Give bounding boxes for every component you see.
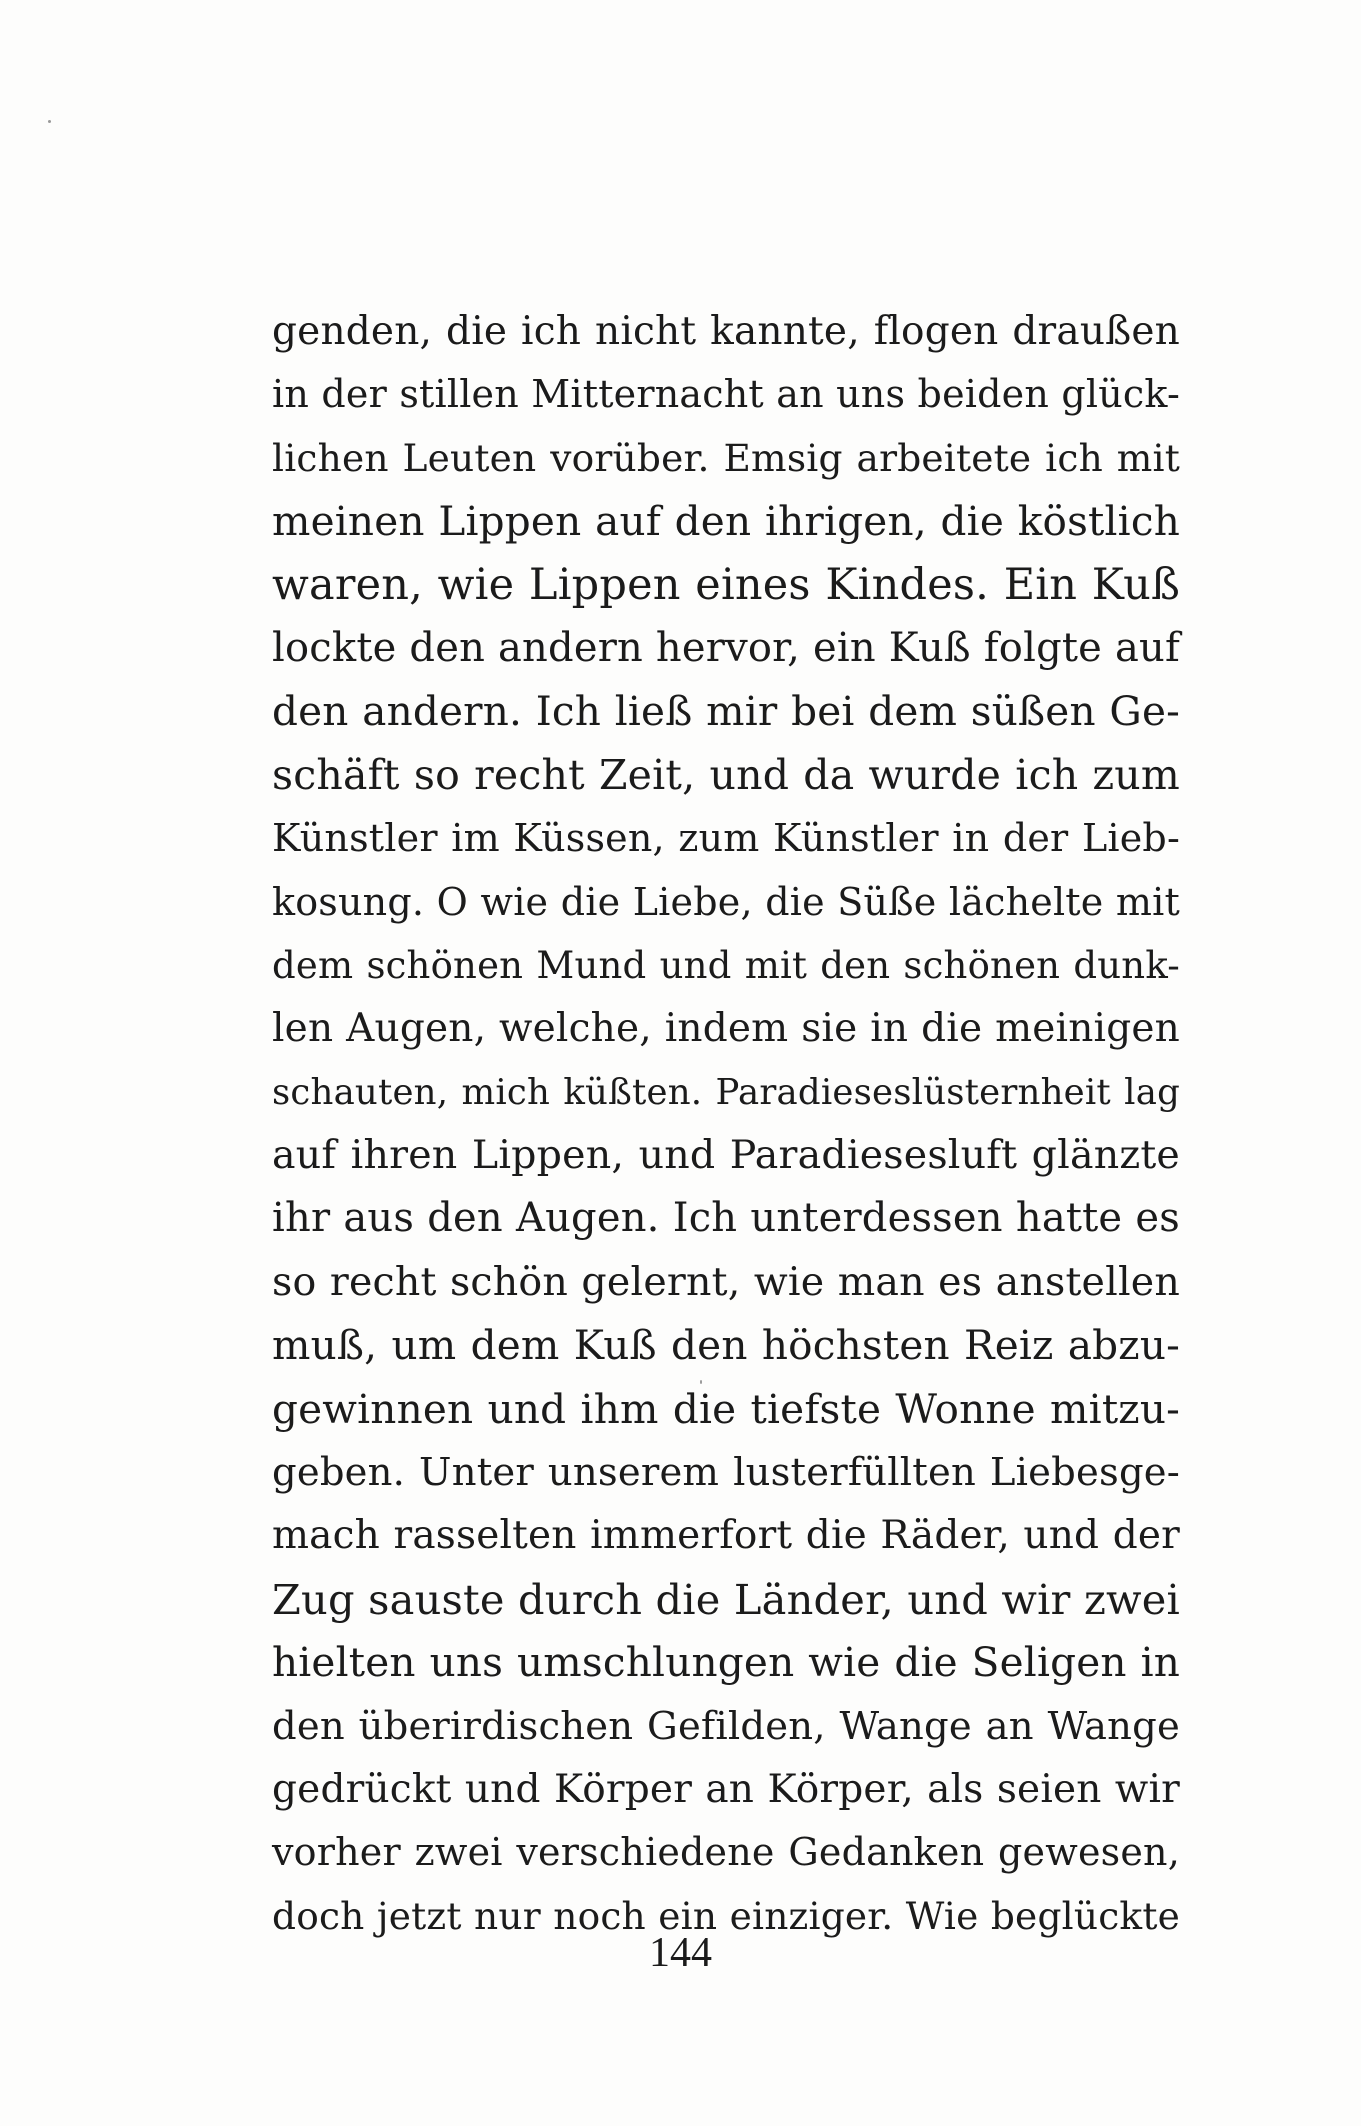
text-line: gedrückt und Körper an Körper, als seien wir: [272, 1766, 1180, 1812]
text-line: len Augen, welche, indem sie in die meinigen: [272, 1006, 1180, 1052]
text-line: doch jetzt nur noch ein einziger. Wie beglückte: [272, 1893, 1180, 1938]
text-line: kosung. O wie die Liebe, die Süße lächelte mit: [272, 879, 1180, 924]
text-line: lockte den andern hervor, ein Kuß folgte auf: [272, 624, 1180, 671]
text-line: Künstler im Küssen, zum Künstler in der Lieb-: [272, 816, 1180, 861]
text-line: dem schönen Mund und mit den schönen dunk-: [272, 943, 1180, 987]
text-line: so recht schön gelernt, wie man es anstellen: [272, 1258, 1180, 1305]
page-number: 144: [649, 1930, 712, 1976]
body-text: [272, 300, 1180, 1948]
text-line: den überirdischen Gefilden, Wange an Wange: [272, 1703, 1180, 1749]
text-line: mach rasselten immerfort die Räder, und der: [272, 1513, 1180, 1559]
paper-speck: [48, 120, 51, 123]
text-line: schäft so recht Zeit, und da wurde ich zum: [272, 750, 1180, 799]
text-line: hielten uns umschlungen wie die Seligen in: [272, 1638, 1180, 1687]
text-line: muß, um dem Kuß den höchsten Reiz abzu-: [272, 1321, 1180, 1370]
text-line: gewinnen und ihm die tiefste Wonne mitzu-: [272, 1384, 1180, 1433]
text-line: auf ihren Lippen, und Paradiesesluft glänzte: [272, 1132, 1180, 1179]
text-line: waren, wie Lippen eines Kindes. Ein Kuß: [272, 559, 1180, 610]
text-line: genden, die ich nicht kannte, flogen draußen: [272, 309, 1180, 354]
text-line: lichen Leuten vorüber. Emsig arbeitete ich mit: [272, 435, 1180, 480]
text-line: geben. Unter unserem lusterfüllten Liebesge-: [272, 1450, 1180, 1496]
text-line: vorher zwei verschiedene Gedanken gewesen,: [272, 1830, 1180, 1875]
text-line: ihr aus den Augen. Ich unterdessen hatte es: [272, 1195, 1180, 1242]
text-line: meinen Lippen auf den ihrigen, die köstlich: [272, 497, 1180, 546]
text-line: den andern. Ich ließ mir bei dem süßen Ge-: [272, 687, 1180, 736]
text-line: Zug sauste durch die Länder, und wir zwei: [272, 1574, 1180, 1624]
text-line: in der stillen Mitternacht an uns beiden glück-: [272, 372, 1180, 417]
text-line: schauten, mich küßten. Paradieseslüsternheit lag: [272, 1071, 1180, 1113]
